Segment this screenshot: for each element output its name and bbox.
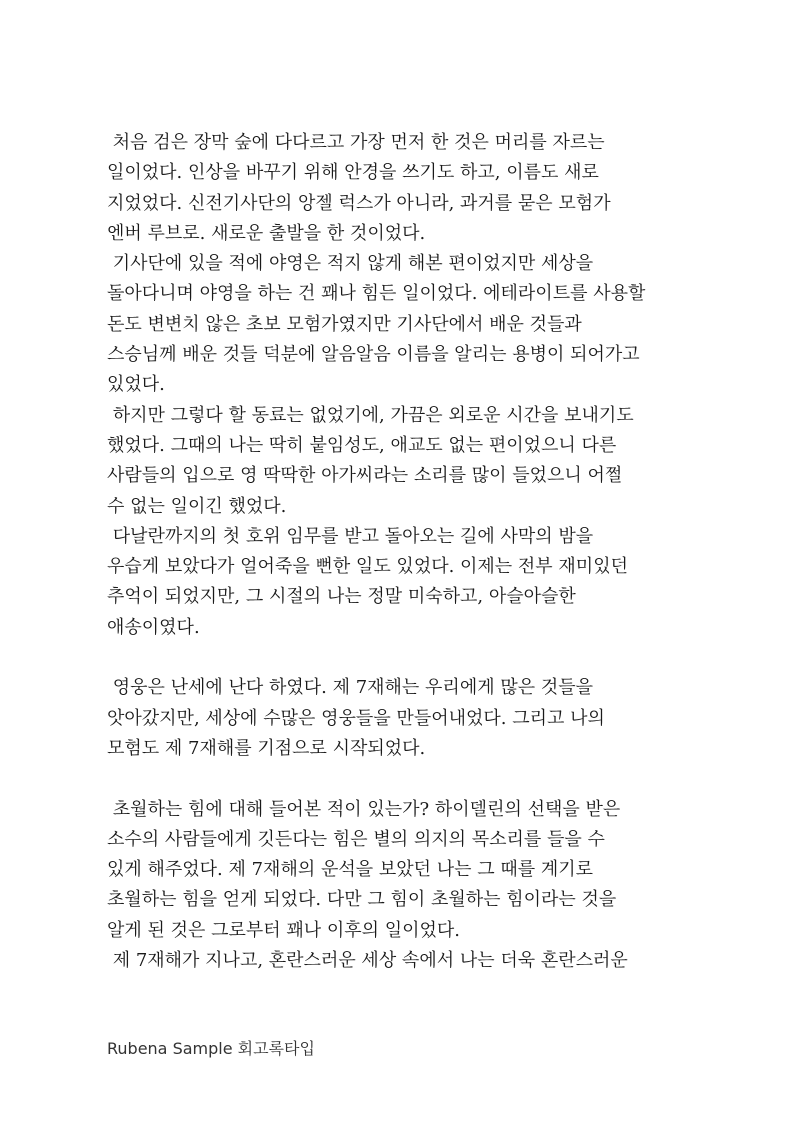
text-line: 알게 된 것은 그로부터 꽤나 이후의 일이었다. — [107, 919, 461, 941]
text-line: 앗아갔지만, 세상에 수많은 영웅들을 만들어내었다. 그리고 나의 — [107, 707, 605, 729]
paragraph — [107, 795, 707, 946]
text-line: 엔버 루브로. 새로운 출발을 한 것이었다. — [107, 222, 426, 244]
text-line: 지었었다. 신전기사단의 앙젤 럭스가 아니라, 과거를 묻은 모험가 — [107, 192, 611, 214]
paragraph-gap — [107, 643, 707, 673]
text-line: 소수의 사람들에게 깃든다는 힘은 별의 의지의 목소리를 들을 수 — [107, 828, 605, 850]
paragraph — [107, 401, 707, 522]
text-line: 추억이 되었지만, 그 시절의 나는 정말 미숙하고, 아슬아슬한 — [107, 586, 576, 608]
text-line: 제 7재해가 지나고, 혼란스러운 세상 속에서 나는 더욱 혼란스러운 — [107, 950, 628, 972]
text-line: 애송이였다. — [107, 616, 200, 638]
text-line: 했었다. 그때의 나는 딱히 붙임성도, 애교도 없는 편이었으니 다른 — [107, 434, 617, 456]
text-line: 초월하는 힘을 얻게 되었다. 다만 그 힘이 초월하는 힘이라는 것을 — [107, 889, 617, 911]
text-line: 돌아다니며 야영을 하는 건 꽤나 힘든 일이었다. 에테라이트를 사용할 — [107, 283, 646, 305]
paragraph — [107, 128, 707, 249]
page-footer: Rubena Sample 회고록타입 — [107, 1039, 315, 1058]
text-line: 있었다. — [107, 374, 165, 396]
text-line: 일이었다. 인상을 바꾸기 위해 안경을 쓰기도 하고, 이름도 새로 — [107, 162, 599, 184]
text-line: 처음 검은 장막 숲에 다다르고 가장 먼저 한 것은 머리를 자르는 — [107, 132, 605, 153]
text-line: 돈도 변변치 않은 초보 모험가였지만 기사단에서 배운 것들과 — [107, 313, 582, 335]
text-line: 스승님께 배운 것들 덕분에 알음알음 이름을 알리는 용병이 되어가고 — [107, 344, 640, 366]
text-line: 모험도 제 7재해를 기점으로 시작되었다. — [107, 737, 426, 759]
text-line: 다날란까지의 첫 호위 임무를 받고 돌아오는 길에 사막의 밤을 — [107, 525, 594, 547]
text-line: 사람들의 입으로 영 딱딱한 아가씨라는 소리를 많이 들었으니 어쩔 — [107, 465, 623, 487]
paragraph — [107, 249, 707, 400]
document-body — [107, 128, 707, 976]
text-line: 초월하는 힘에 대해 들어본 적이 있는가? 하이델린의 선택을 받은 — [107, 798, 621, 820]
paragraph-gap — [107, 764, 707, 794]
paragraph — [107, 522, 707, 643]
paragraph — [107, 946, 707, 976]
text-line: 우습게 보았다가 얼어죽을 뻔한 일도 있었다. 이제는 전부 재미있던 — [107, 556, 628, 578]
text-line: 수 없는 일이긴 했었다. — [107, 495, 287, 517]
text-line: 하지만 그렇다 할 동료는 없었기에, 가끔은 외로운 시간을 보내기도 — [107, 404, 634, 426]
paragraph — [107, 673, 707, 764]
text-line: 기사단에 있을 적에 야영은 적지 않게 해본 편이었지만 세상을 — [107, 253, 594, 275]
text-line: 있게 해주었다. 제 7재해의 운석을 보았던 나는 그 때를 계기로 — [107, 859, 593, 881]
text-line: 영웅은 난세에 난다 하였다. 제 7재해는 우리에게 많은 것들을 — [107, 677, 593, 699]
